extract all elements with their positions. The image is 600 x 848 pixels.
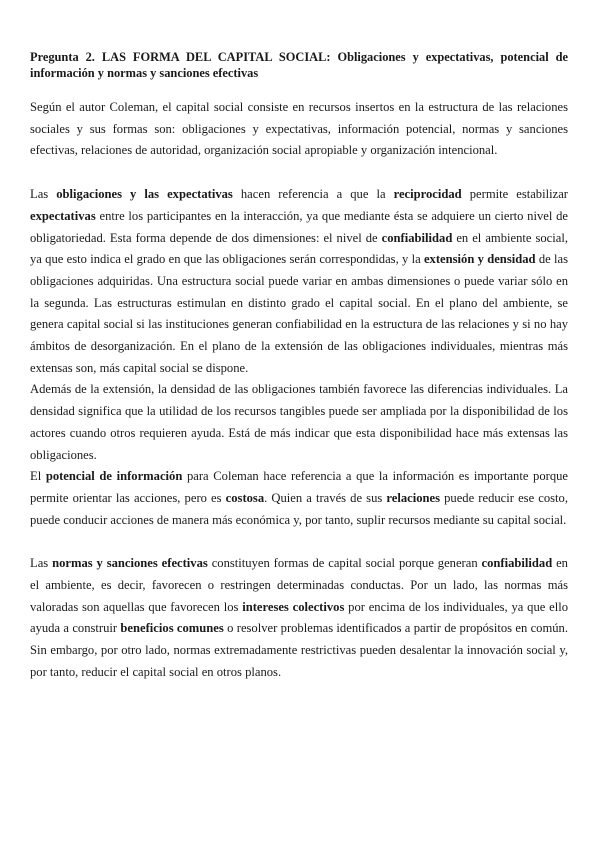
bold-term-relaciones: relaciones [386,490,441,505]
bold-term-confiabilidad: confiabilidad [481,556,553,571]
intro-paragraph: Según el autor Coleman, el capital social consiste en recursos insertos en la estructura de las relaciones sociales y sus formas son: obligaciones y expectativas, información potencial, normas y sanciones efectivas, relaciones de autoridad, organización social apropiable y organización intencional. [30,100,568,158]
text-run: . Quien a través de sus [264,490,387,505]
bold-term-potencial-informacion: potencial de información [45,469,183,484]
document-body [30,50,568,684]
text-run: en el ambiente, es decir, favorecen o restringen determinadas conductas. Por un lado, las normas más valoradas son aquellas que favorecen los [30,556,568,614]
bold-term-costosa: costosa [225,490,265,505]
question-heading: Pregunta 2. LAS FORMA DEL CAPITAL SOCIAL: Obligaciones y expectativas, potencial de información y normas y sanciones efectivas [30,50,568,80]
paragraph-spacer [30,531,568,553]
norms-paragraph [30,553,568,683]
bold-term-extension-densidad: extensión y densidad [423,252,536,267]
bold-term-beneficios-comunes: beneficios comunes [120,621,224,636]
text-run: puede reducir ese costo, puede conducir acciones de manera más económica y, por tanto, suplir recursos mediante su capital social. [30,490,568,527]
text-run: hacen referencia a que la [232,187,394,202]
text-run: por encima de los individuales, ya que ello ayuda a construir [30,599,568,636]
text-run: en el ambiente social, ya que esto indica el grado en que las obligaciones serán correspondidas, y la [30,230,568,267]
bold-term-confiabilidad: confiabilidad [381,230,453,245]
text-run: Las [30,187,57,202]
text-run: o resolver problemas identificados a partir de propósitos en común. Sin embargo, por otro lado, normas extremadamente restrictivas pueden desalentar la innovación social y, por tanto, reducir el capital social en otros planos. [30,621,568,679]
bold-term-intereses-colectivos: intereses colectivos [242,599,345,614]
text-run: para Coleman hace referencia a que la información es importante porque permite orientar las acciones, pero es [30,469,569,505]
text-run: permite estabilizar [461,187,568,202]
bold-term-reciprocidad: reciprocidad [393,187,462,202]
text-run: de las obligaciones adquiridas. Una estructura social puede variar en ambas dimensiones o puede variar sólo en la segunda. Las estructuras estimulan en distinto grado el capital social. En el plano del ambiente, se genera capital social si las instituciones generan confiabilidad en la estructura de las relaciones y si no hay ámbitos de desorganización. En el plano de la extensión de las obligaciones individuales, mientras más extensas son, más capital social se dispone. [30,252,568,375]
text-run: El [30,469,46,484]
bold-term-normas-sanciones: normas y sanciones efectivas [52,556,208,571]
text-run: entre los participantes en la interacción, ya que mediante ésta se adquiere un cierto nivel de obligatoriedad. Esta forma depende de dos dimensiones: el nivel de [30,208,568,245]
text-run: constituyen formas de capital social porque generan [207,556,482,571]
bold-term-obligaciones-expectativas: obligaciones y las expectativas [56,187,233,202]
information-paragraph [30,466,568,531]
obligations-paragraph [30,184,568,379]
density-paragraph: Además de la extensión, la densidad de las obligaciones también favorece las diferencias individuales. La densidad significa que la utilidad de los recursos tangibles puede ser ampliada por la disponibilidad de los actores cuando otros requieren ayuda. Está de más indicar que esta disponibilidad hace más extensas las obligaciones. [30,382,568,462]
paragraph-spacer [30,162,568,184]
bold-term-expectativas: expectativas [30,208,96,223]
text-run: Las [30,556,53,571]
